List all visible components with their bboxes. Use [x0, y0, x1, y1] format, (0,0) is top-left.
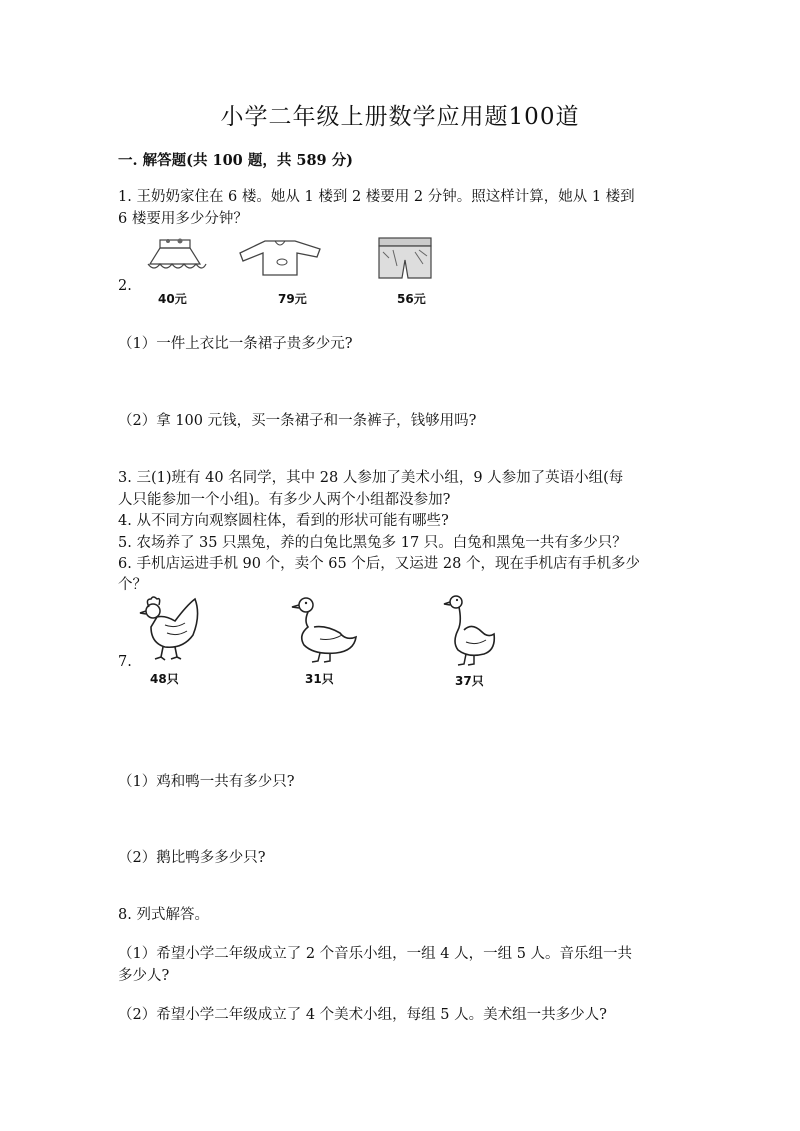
- section-heading: 一. 解答题(共 100 题，共 589 分): [118, 152, 354, 169]
- shorts-icon: [375, 236, 435, 286]
- q8-sub2: （2）希望小学二年级成立了 4 个美术小组，每组 5 人。美术组一共多少人?: [118, 1007, 607, 1023]
- duck-icon: [290, 595, 360, 669]
- goose-count: 37只: [455, 674, 484, 688]
- q6-line2: 个？: [118, 577, 147, 593]
- q8-sub1-line1: （1）希望小学二年级成立了 2 个音乐小组，一组 4 人，一组 5 人。音乐组一共: [118, 946, 633, 962]
- shorts-price: 56元: [397, 292, 426, 306]
- sweater-price: 79元: [278, 292, 307, 306]
- q7-sub2: （2）鹅比鸭多多少只?: [118, 850, 266, 866]
- duck-count: 31只: [305, 672, 334, 686]
- skirt-price: 40元: [158, 292, 187, 306]
- q7-number: 7.: [118, 654, 132, 670]
- q2-number: 2.: [118, 278, 132, 294]
- q1-line2: 6 楼要用多少分钟？: [118, 211, 248, 227]
- q7-sub1: （1）鸡和鸭一共有多少只?: [118, 774, 295, 790]
- q5: 5. 农场养了 35 只黑兔，养的白兔比黑兔多 17 只。白兔和黑兔一共有多少只？: [118, 535, 627, 551]
- sweater-icon: [235, 235, 325, 284]
- q2-sub1: （1）一件上衣比一条裙子贵多少元?: [118, 336, 353, 352]
- page-title: 小学二年级上册数学应用题100道: [220, 104, 580, 130]
- q8-sub1-line2: 多少人?: [118, 968, 170, 984]
- q3-line1: 3. 三(1)班有 40 名同学，其中 28 人参加了美术小组，9 人参加了英语小组(每: [118, 470, 624, 486]
- skirt-icon: [140, 236, 210, 282]
- q8-heading: 8. 列式解答。: [118, 907, 209, 923]
- q1-line1: 1. 王奶奶家住在 6 楼。她从 1 楼到 2 楼要用 2 分钟。照这样计算，她从 1 楼到: [118, 189, 635, 205]
- q6-line1: 6. 手机店运进手机 90 个，卖个 65 个后，又运进 28 个，现在手机店有手机多少: [118, 556, 640, 572]
- chicken-icon: [135, 595, 205, 669]
- chicken-count: 48只: [150, 672, 179, 686]
- q3-line2: 人只能参加一个小组)。有多少人两个小组都没参加?: [118, 492, 451, 508]
- goose-icon: [440, 592, 500, 674]
- q4: 4. 从不同方向观察圆柱体，看到的形状可能有哪些?: [118, 513, 449, 529]
- q2-sub2: （2）拿 100 元钱，买一条裙子和一条裤子，钱够用吗?: [118, 413, 477, 429]
